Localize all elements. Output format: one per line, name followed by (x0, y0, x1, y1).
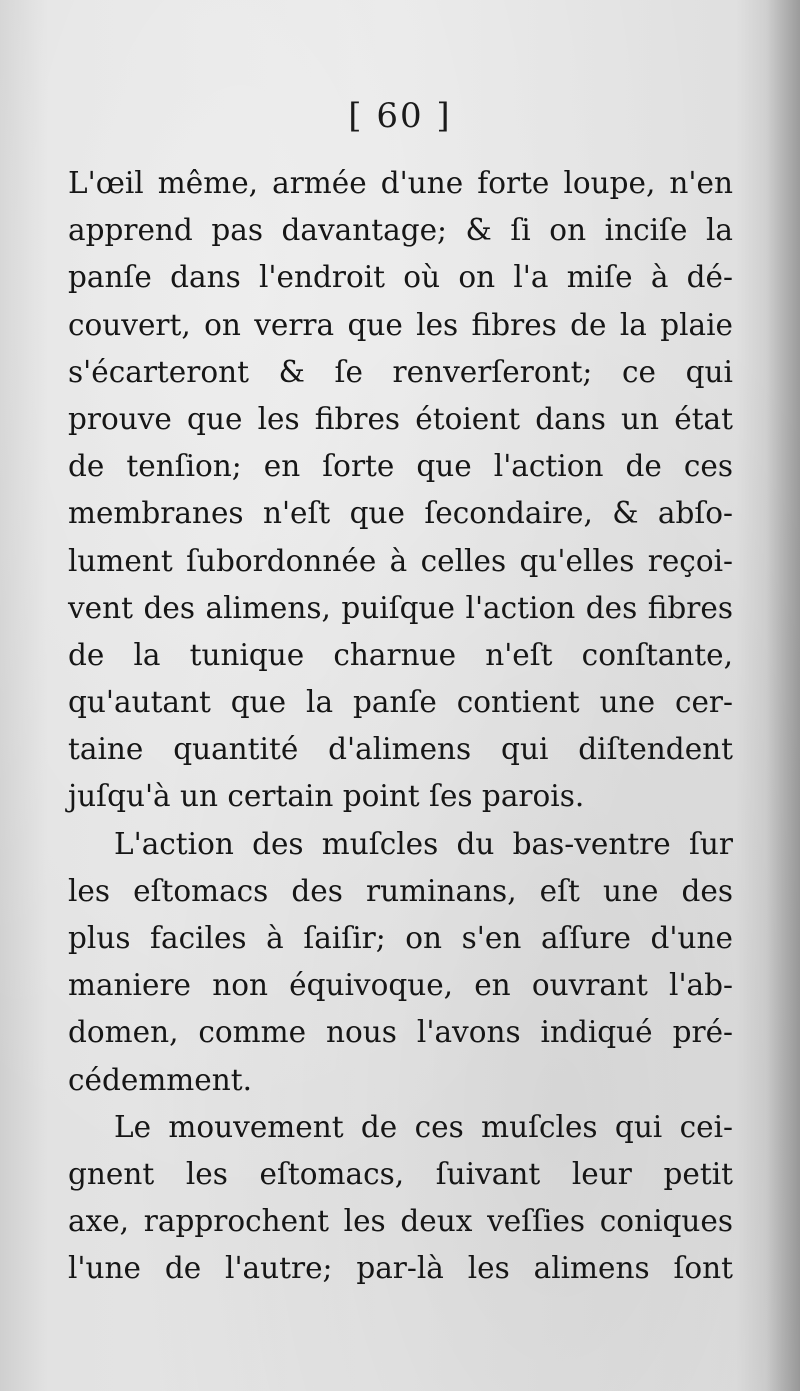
text-line: L'œil même, armée d'une forte loupe, n'en (68, 166, 733, 200)
body-text (68, 160, 733, 1293)
text-line: de tenſion; en ſorte que l'action de ces (68, 449, 733, 484)
text-line: plus faciles à ſaiſir; on s'en aſſure d'une (68, 921, 733, 955)
text-line: les eſtomacs des ruminans, eſt une des (68, 873, 733, 908)
text-line: membranes n'eſt que ſecondaire, & abſo- (68, 496, 733, 531)
text-line: juſqu'à un certain point ſes parois. (68, 779, 585, 814)
paragraph (68, 821, 733, 1104)
page-number: [ 60 ] (348, 96, 452, 136)
text-line: cédemment. (68, 1062, 252, 1097)
text-line: apprend pas davantage; & ſi on inciſe la (68, 213, 733, 248)
text-line: de la tunique charnue n'eſt conſtante, (68, 637, 733, 672)
text-line: vent des alimens, puiſque l'action des fibres (68, 590, 733, 625)
text-line: Le mouvement de ces muſcles qui cei- (114, 1109, 733, 1144)
text-line: maniere non équivoque, en ouvrant l'ab- (68, 968, 733, 1003)
text-line: prouve que les fibres étoient dans un état (68, 401, 733, 436)
paragraph (68, 1104, 733, 1293)
text-line: domen, comme nous l'avons indiqué pré- (68, 1015, 733, 1050)
text-line: L'action des muſcles du bas-ventre ſur (114, 826, 733, 861)
text-line: couvert, on verra que les fibres de la plaie (68, 307, 733, 342)
text-line: s'écarteront & ſe renverſeront; ce qui (68, 354, 733, 389)
text-line: gnent les eſtomacs, ſuivant leur petit (68, 1156, 733, 1191)
text-line: axe, rapprochent les deux veſſies coniques (68, 1204, 733, 1239)
page-edge-shadow (766, 0, 800, 1391)
text-line: taine quantité d'alimens qui diſtendent (68, 732, 733, 767)
text-line: l'une de l'autre; par-là les alimens ſont (68, 1251, 733, 1286)
text-line: qu'autant que la panſe contient une cer- (68, 685, 733, 720)
text-line: lument ſubordonnée à celles qu'elles reçoi- (68, 543, 733, 578)
paragraph (68, 160, 733, 821)
text-line: panſe dans l'endroit où on l'a miſe à dé- (68, 260, 733, 295)
